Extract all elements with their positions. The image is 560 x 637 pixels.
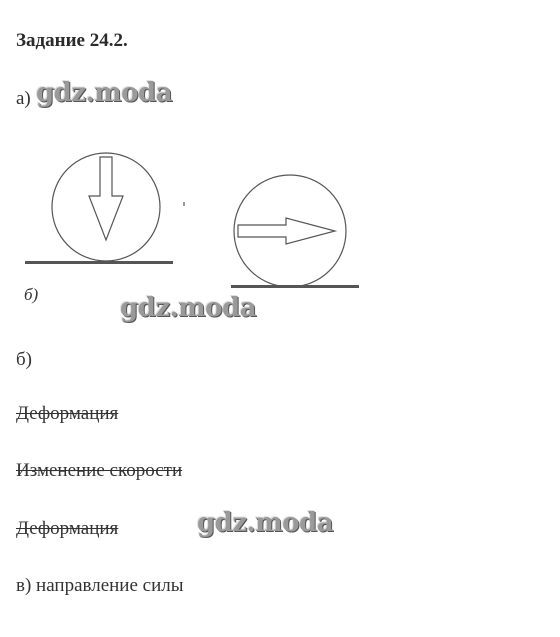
answer-3: Деформация (16, 518, 119, 539)
answer-2: Изменение скорости (16, 460, 183, 481)
watermark-b: gdz.moda (197, 508, 334, 538)
right-ball (234, 175, 346, 287)
down-arrow (89, 157, 123, 240)
left-ball (52, 153, 160, 261)
left-ground (25, 261, 173, 264)
task-title: Задание 24.2. (16, 30, 128, 51)
part-a-label: а) (16, 88, 31, 109)
watermark-a: gdz.moda (36, 78, 173, 108)
figure-label-b: б) (24, 285, 39, 304)
right-arrow (238, 218, 335, 244)
part-c-text: в) направление силы (16, 575, 184, 596)
part-b-label: б) (16, 349, 32, 370)
answer-1: Деформация (16, 403, 119, 424)
watermark-figure: gdz.moda (120, 293, 257, 323)
right-ground (231, 285, 359, 288)
